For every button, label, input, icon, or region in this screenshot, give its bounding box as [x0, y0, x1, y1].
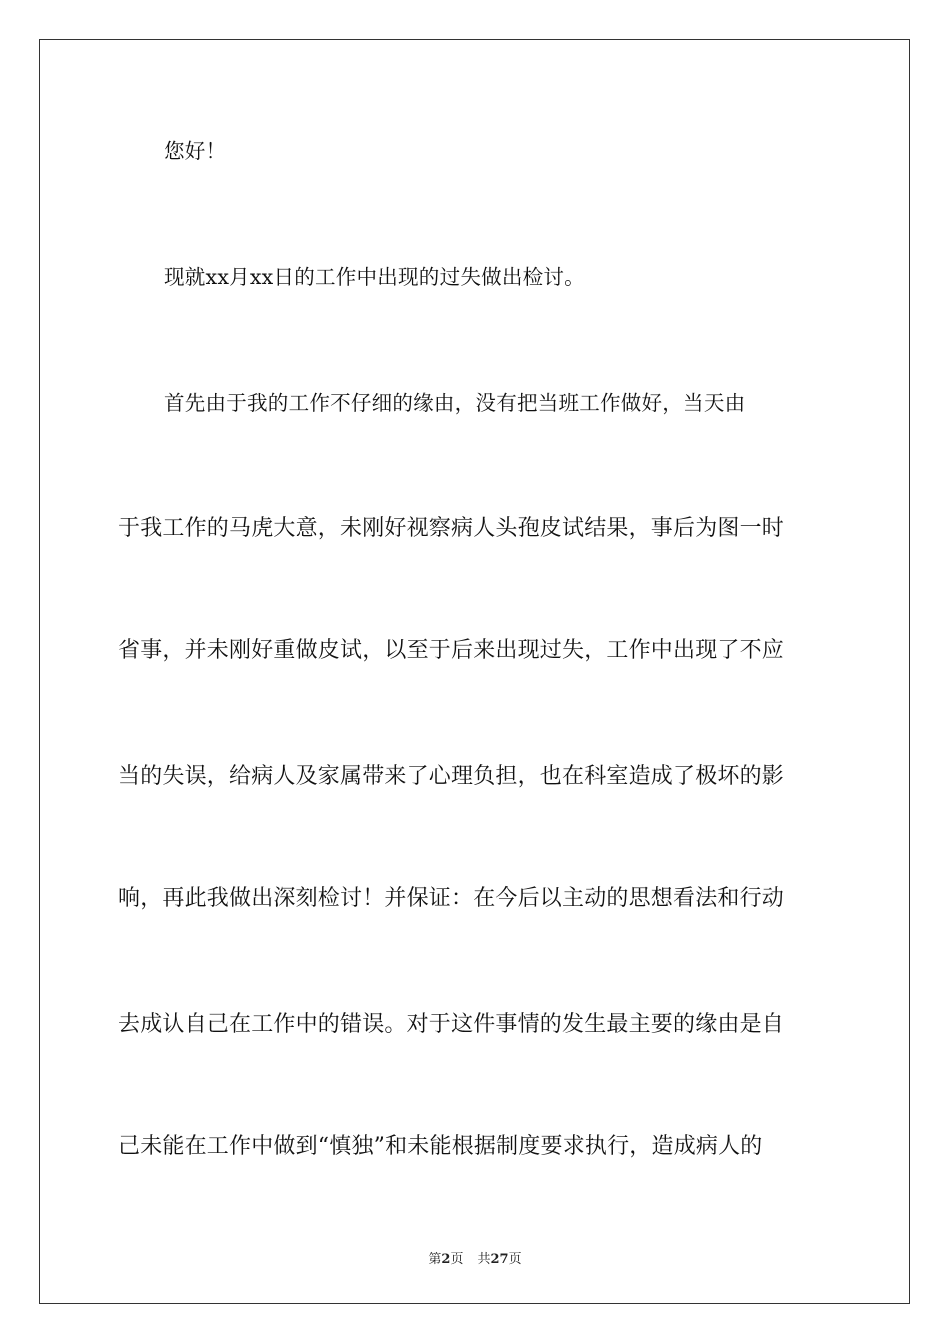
footer-total-prefix: 共 — [477, 1252, 491, 1267]
paragraph-line: 省事，并未刚好重做皮试，以至于后来出现过失，工作中出现了不应 — [118, 638, 785, 663]
paragraph-line: 首先由于我的工作不仔细的缘由，没有把当班工作做好，当天由 — [164, 391, 746, 415]
footer-page-number: 2 — [441, 1252, 451, 1267]
paragraph-line: 当的失误，给病人及家属带来了心理负担，也在科室造成了极坏的影 — [118, 764, 785, 789]
footer-page-suffix: 页 — [450, 1252, 464, 1267]
footer-total-pages: 27 — [490, 1252, 509, 1267]
paragraph-line: 现就xx月xx日的工作中出现的过失做出检讨。 — [164, 265, 585, 289]
paragraph-line: 于我工作的马虎大意，未刚好视察病人头孢皮试结果，事后为图一时 — [118, 516, 785, 541]
footer-total-suffix: 页 — [508, 1252, 522, 1267]
greeting-line: 您好！ — [164, 139, 227, 163]
page-frame — [39, 39, 910, 1304]
paragraph-line: 响，再此我做出深刻检讨！并保证：在今后以主动的思想看法和行动 — [118, 886, 785, 911]
paragraph-line: 己未能在工作中做到“慎独”和未能根据制度要求执行，造成病人的 — [118, 1134, 763, 1159]
page-footer — [0, 1248, 950, 1267]
paragraph-line: 去成认自己在工作中的错误。对于这件事情的发生最主要的缘由是自 — [118, 1012, 785, 1037]
footer-page-prefix: 第 — [428, 1252, 442, 1267]
